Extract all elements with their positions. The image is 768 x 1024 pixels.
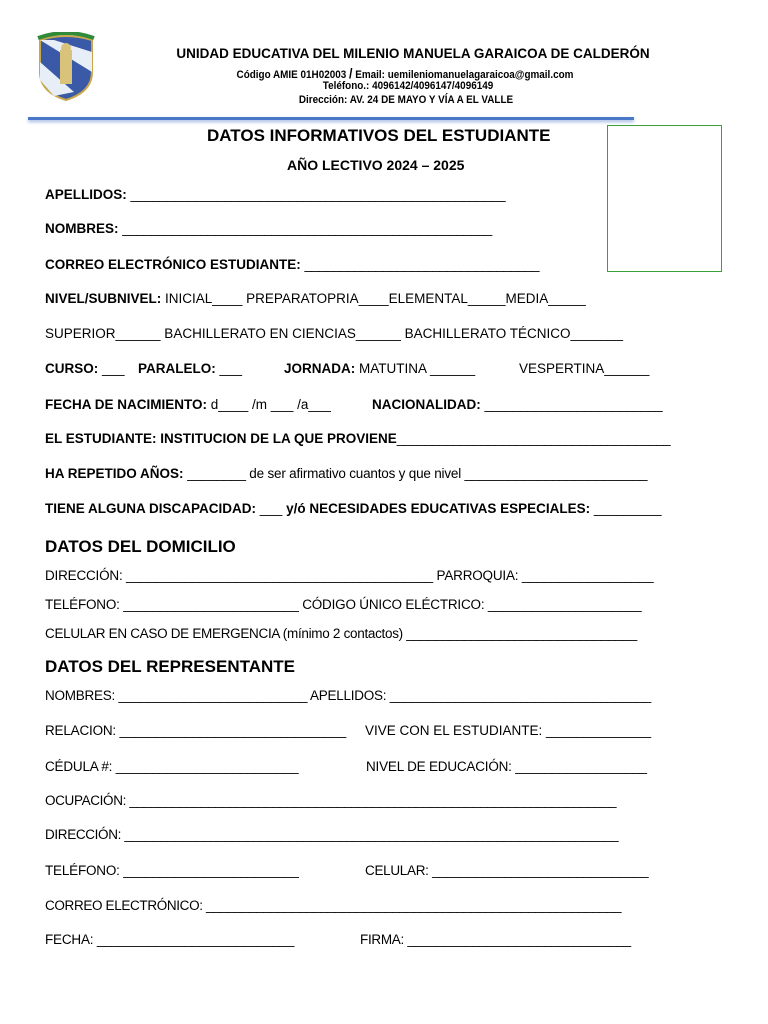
field-rep-correo[interactable]: CORREO ELECTRÓNICO: __________________________________________________________ [45,898,622,913]
school-address: Dirección: AV. 24 DE MAYO Y VÍA A EL VALLE [298,94,514,106]
field-rep-firma[interactable]: FIRMA: _______________________________ [360,932,631,947]
field-rep-cedula[interactable]: CÉDULA #: _________________________ [45,759,299,774]
curso-blank: ___ [102,361,125,376]
field-rep-direccion[interactable]: DIRECCIÓN: _____________________________________________________________________ [45,827,619,842]
institucion-blank: _______________________________________ [396,431,671,446]
school-phone: Teléfono.: 4096142/4096147/4096149 [322,80,494,92]
field-rep-vive[interactable]: VIVE CON EL ESTUDIANTE: ______________ [365,723,652,738]
header-contact-line [59,65,750,81]
field-discapacidad[interactable] [45,501,661,516]
paralelo-label: PARALELO: [138,361,216,376]
field-paralelo[interactable] [138,361,242,376]
discapacidad-label: TIENE ALGUNA DISCAPACIDAD: [45,501,256,516]
fecha-label: FECHA DE NACIMIENTO: [45,397,207,412]
field-domicilio-direccion[interactable]: DIRECCIÓN: __________________________________________ PARROQUIA: __________________ [45,568,654,583]
field-correo-estudiante[interactable] [45,257,539,272]
correo-label: CORREO ELECTRÓNICO ESTUDIANTE: [45,257,301,272]
institucion-label: EL ESTUDIANTE: INSTITUCION DE LA QUE PROVIENE [45,431,397,446]
field-nivel[interactable] [45,291,586,306]
nacionalidad-blank: _________________________ [484,397,663,412]
field-rep-fecha[interactable]: FECHA: ___________________________ [45,932,295,947]
field-repetido[interactable] [45,466,647,481]
nee-blank: _________ [593,501,662,516]
field-rep-nombres[interactable]: NOMBRES: __________________________ APELLIDOS: ____________________________________ [45,688,652,703]
correo-blank: _________________________________ [304,257,540,272]
school-name: UNIDAD EDUCATIVA DEL MILENIO MANUELA GARAICOA DE CALDERÓN [176,46,650,61]
field-vespertina[interactable]: VESPERTINA______ [519,361,650,376]
school-year: AÑO LECTIVO 2024 – 2025 [287,157,465,173]
apellidos-label: APELLIDOS: [45,187,127,202]
field-jornada[interactable] [284,361,475,376]
apellidos-blank: ____________________________________________________ [130,187,506,202]
field-domicilio-telefono[interactable]: TELÉFONO: ________________________ CÓDIGO ÚNICO ELÉCTRICO: _____________________ [45,597,642,612]
section-representante-title: DATOS DEL REPRESENTANTE [45,657,295,676]
school-email: Email: uemileniomanuelagaraicoa@gmail.com [355,69,574,81]
photo-box [607,125,722,272]
field-nacionalidad[interactable] [372,397,662,412]
field-curso[interactable] [45,361,125,376]
discapacidad-blank: ___ [259,501,283,516]
nombres-blank: ____________________________________________________ [122,221,492,236]
form-title: DATOS INFORMATIVOS DEL ESTUDIANTE [207,126,551,145]
field-institucion[interactable] [45,431,670,446]
header-divider [28,117,634,120]
nivel-options: INICIAL____ PREPARATOPRIA____ELEMENTAL_____MEDIA_____ [165,291,586,306]
amie-code: Código AMIE 01H02003 [236,69,347,81]
fecha-blanks: d____ /m ___ /a___ [210,397,331,412]
field-rep-telefono[interactable]: TELÉFONO: ________________________ [45,863,299,878]
nee-label: y/ó NECESIDADES EDUCATIVAS ESPECIALES: [286,501,591,516]
field-rep-nivel-educacion[interactable]: NIVEL DE EDUCACIÓN: __________________ [366,759,647,774]
field-nombres[interactable] [45,221,492,236]
field-apellidos[interactable] [45,187,505,202]
repetido-text: ________ de ser afirmativo cuantos y que nivel _________________________ [187,466,648,481]
field-fecha-nacimiento[interactable] [45,397,331,412]
section-domicilio-title: DATOS DEL DOMICILIO [45,537,236,556]
header-separator: / [348,65,353,81]
field-nivel-2[interactable]: SUPERIOR______ BACHILLERATO EN CIENCIAS______ BACHILLERATO TÉCNICO_______ [45,326,624,341]
jornada-matutina: MATUTINA ______ [359,361,476,376]
curso-label: CURSO: [45,361,99,376]
nacionalidad-label: NACIONALIDAD: [372,397,481,412]
field-rep-relacion[interactable]: RELACION: _______________________________ [45,723,347,738]
repetido-label: HA REPETIDO AÑOS: [45,466,184,481]
nombres-label: NOMBRES: [45,221,119,236]
field-rep-ocupacion[interactable]: OCUPACIÓN: ____________________________________________________________________ [45,793,617,808]
field-domicilio-celular[interactable]: CELULAR EN CASO DE EMERGENCIA (mínimo 2 contactos) ________________________________ [45,626,637,641]
nivel-label: NIVEL/SUBNIVEL: [45,291,162,306]
field-rep-celular[interactable]: CELULAR: ______________________________ [365,863,649,878]
jornada-label: JORNADA: [284,361,356,376]
paralelo-blank: ___ [219,361,243,376]
